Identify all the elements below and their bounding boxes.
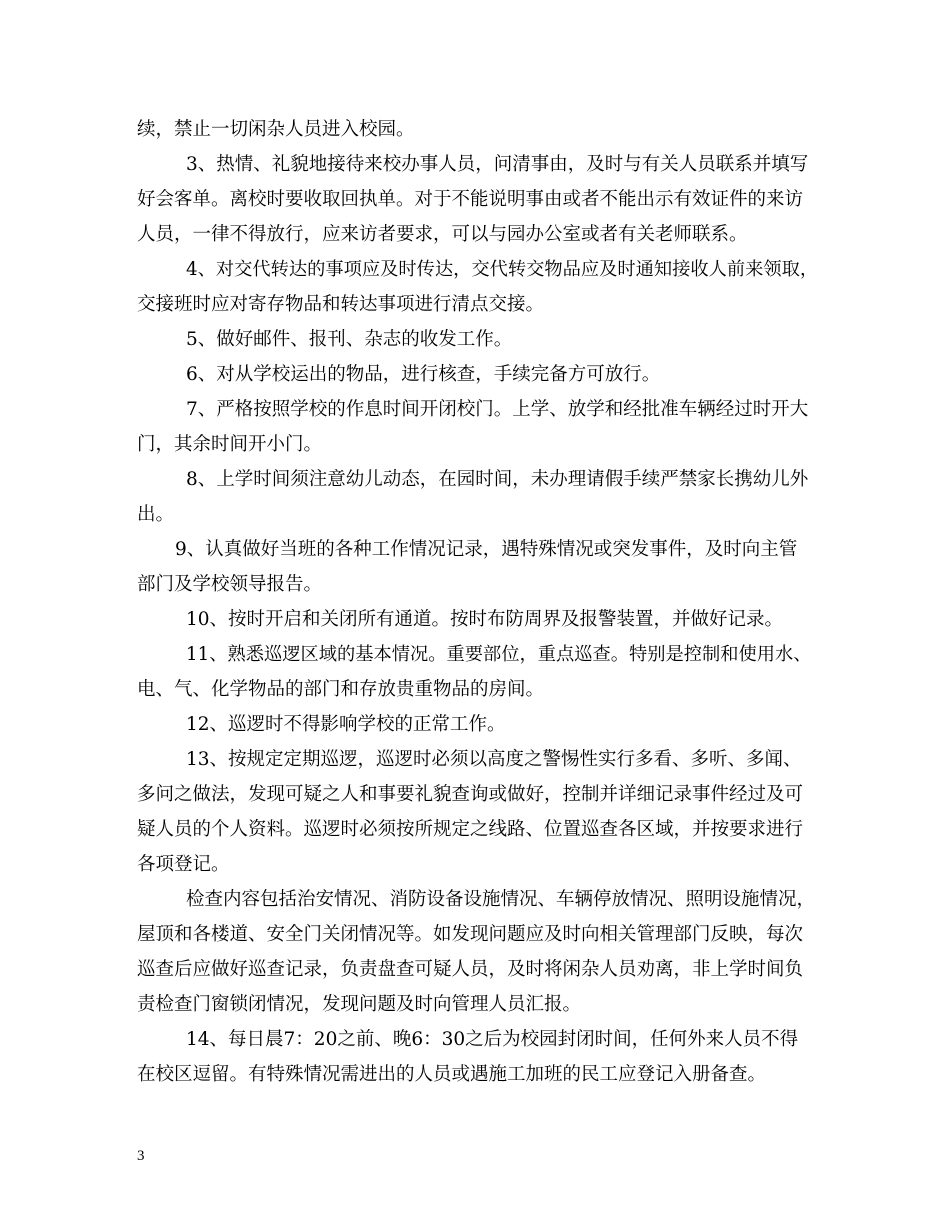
text-line: 好会客单。离校时要收取回执单。对于不能说明事由或者不能出示有效证件的来访 bbox=[137, 189, 804, 210]
text-line: 6、对从学校运出的物品，进行核查，手续完备方可放行。 bbox=[186, 364, 661, 385]
text-line: 出。 bbox=[137, 504, 175, 525]
text-line: 人员，一律不得放行，应来访者要求，可以与园办公室或者有关老师联系。 bbox=[137, 224, 748, 245]
text-line: 9、认真做好当班的各种工作情况记录，遇特殊情况或突发事件，及时向主管 bbox=[175, 539, 798, 560]
text-line: 4、对交代转达的事项应及时传达，交代转交物品应及时通知接收人前来领取， bbox=[186, 259, 819, 280]
text-line: 11、熟悉巡逻区域的基本情况。重要部位，重点巡查。特别是控制和使用水、 bbox=[186, 644, 812, 665]
text-line: 部门及学校领导报告。 bbox=[137, 574, 323, 595]
text-line: 责检查门窗锁闭情况，发现问题及时向管理人员汇报。 bbox=[137, 994, 582, 1015]
text-line: 巡查后应做好巡查记录，负责盘查可疑人员，及时将闲杂人员劝离，非上学时间负 bbox=[137, 959, 804, 980]
text-line: 8、上学时间须注意幼儿动态，在园时间，未办理请假手续严禁家长携幼儿外 bbox=[186, 469, 809, 490]
text-line: 门，其余时间开小门。 bbox=[137, 434, 323, 455]
text-line: 检查内容包括治安情况、消防设备设施情况、车辆停放情况、照明设施情况， bbox=[186, 889, 816, 910]
text-line: 屋顶和各楼道、安全门关闭情况等。如发现问题应及时向相关管理部门反映，每次 bbox=[137, 924, 804, 945]
text-line: 13、按规定定期巡逻，巡逻时必须以高度之警惕性实行多看、多听、多闻、 bbox=[186, 749, 802, 770]
text-line: 7、严格按照学校的作息时间开闭校门。上学、放学和经批准车辆经过时开大 bbox=[186, 399, 809, 420]
page-number: 3 bbox=[137, 1148, 145, 1164]
text-line: 5、做好邮件、报刊、杂志的收发工作。 bbox=[186, 329, 513, 350]
text-line: 多问之做法，发现可疑之人和事要礼貌查询或做好，控制并详细记录事件经过及可 bbox=[137, 784, 804, 805]
text-line: 3、热情、礼貌地接待来校办事人员，问清事由，及时与有关人员联系并填写 bbox=[186, 154, 809, 175]
text-line: 12、巡逻时不得影响学校的正常工作。 bbox=[186, 714, 506, 735]
text-line: 10、按时开启和关闭所有通道。按时布防周界及报警装置，并做好记录。 bbox=[186, 609, 784, 630]
text-line: 14、每日晨7：20之前、晚6：30之后为校园封闭时间，任何外来人员不得 bbox=[186, 1029, 799, 1050]
text-line: 续，禁止一切闲杂人员进入校园。 bbox=[137, 119, 415, 140]
text-line: 各项登记。 bbox=[137, 854, 230, 875]
text-line: 在校区逗留。有特殊情况需进出的人员或遇施工加班的民工应登记入册备查。 bbox=[137, 1064, 767, 1085]
text-line: 疑人员的个人资料。巡逻时必须按所规定之线路、位置巡查各区域，并按要求进行 bbox=[137, 819, 804, 840]
text-line: 交接班时应对寄存物品和转达事项进行清点交接。 bbox=[137, 294, 545, 315]
text-line: 电、气、化学物品的部门和存放贵重物品的房间。 bbox=[137, 679, 545, 700]
